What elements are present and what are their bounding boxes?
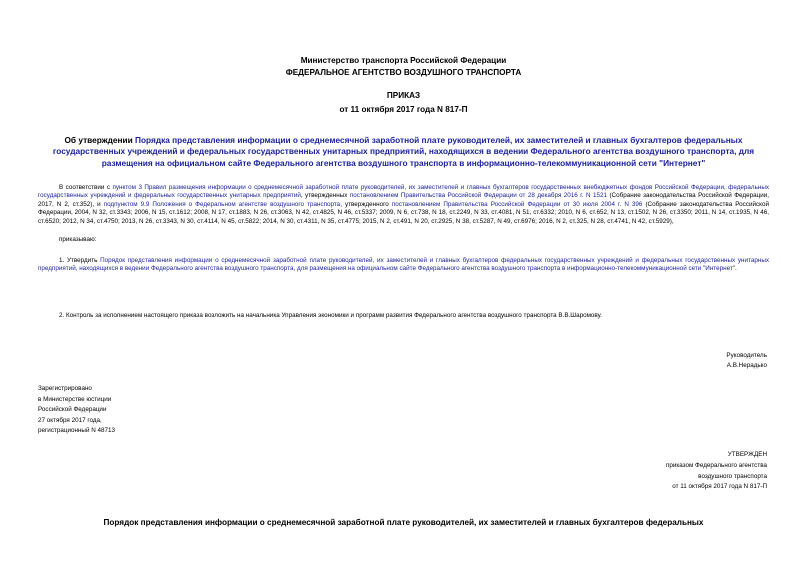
agency-name: ФЕДЕРАЛЬНОЕ АГЕНТСТВО ВОЗДУШНОГО ТРАНСПОРТА: [285, 68, 522, 77]
link-procedure[interactable]: Порядок представления информации о среднемесячной заработной плате руководителей, их заместителей и главных бухгалтеров федеральных государственных учреждений и федеральных государственных унитарных предприятий, находящихся в ведении Федерального агентства воздушного транспорта, для размещения на официальном сайте Федерального агентства воздушного транспорта в информационно-телекоммуникационной сети "Интернет": [38, 257, 770, 273]
approved-line-3: воздушного транспорта: [698, 472, 767, 480]
link-rules-point-3[interactable]: пунктом 3 Правил размещения информации о среднемесячной заработной плате руководителей, их заместителей и главных бухгалтеров государственных внебюджетных фондов Российской Федерации, федеральных государственных учреждений и федеральных государственных унитарных предприятий: [38, 184, 770, 200]
link-resolution-1521[interactable]: постановлением Правительства Российской Федерации от 28 декабря 2016 г. N 1521: [349, 192, 607, 200]
document-type: ПРИКАЗ: [386, 91, 421, 100]
preamble-text-1: В соответствии с: [59, 184, 113, 191]
registration-line-4: 27 октября 2017 года,: [38, 416, 102, 424]
document-date-number: от 11 октября 2017 года N 817-П: [339, 105, 468, 114]
preamble: [38, 184, 769, 226]
approved-line-4: от 11 октября 2017 года N 817-П: [672, 483, 767, 491]
preamble-text-3: (Собрание законодательства Российской Федерации, 2017, N 2, ст.352), и: [38, 192, 769, 208]
signature-name: А.В.Нерадько: [726, 362, 767, 369]
title-prefix: Об утверждении: [64, 135, 135, 145]
ministry-name: Министерство транспорта Российской Федерации: [300, 56, 507, 65]
signature-role: Руководитель: [726, 352, 767, 359]
procedure-title: Порядок представления информации о среднемесячной заработной плате руководителей, их заместителей и главных бухгалтеров федеральных: [103, 518, 704, 527]
approved-line-1: УТВЕРЖДЕН: [727, 451, 767, 458]
registration-line-1: Зарегистрировано: [38, 385, 92, 392]
item1-text-1: 1. Утвердить: [59, 257, 101, 264]
preamble-text-2: , утвержденных: [300, 192, 350, 200]
preamble-text-5: (Собрание законодательства Российской Федерации, 2004, N 32, ст.3343; 2006, N 15, ст.1612; 2008, N 17, ст.1883, N 26, ст.3063, N 42, ст.4825, N 46, ст.5337; 2009, N 6, ст.738, N 18, ст.2249, N 33, ст.4081, N 51, ст.6332; 2010, N 6, ст.652, N 13, ст.1502, N 26, ст.3350; 2011, N 14, ст.1935, N 46, ст.6520; 2012, N 34, ст.4750; 2013, N 26, ст.3343, N 30, ст.4114, N 45, ст.5822; 2014, N 30, ст.4311, N 35, ст.4775; 2015, N 2, ст.491, N 20, ст.2925, N 38, ст.5287, N 49, ст.6976; 2016, N 2, ст.325, N 28, ст.4741, N 42, ст.5929),: [38, 200, 769, 225]
link-subpoint-9-9[interactable]: подпунктом 9.9 Положения о Федеральном агентстве воздушного транспорта: [103, 200, 341, 208]
preamble-text-4: , утвержденного: [340, 200, 392, 208]
document-title: [40, 135, 767, 169]
approved-block: [560, 450, 767, 493]
order-item-1: [38, 257, 769, 274]
item1-text-2: .: [735, 265, 737, 273]
registration-line-3: Российской Федерации: [38, 406, 107, 414]
order-item-2: 2. Контроль за исполнением настоящего приказа возложить на начальника Управления экономики и программ развития Федерального агентства воздушного транспорта В.В.Шаромову.: [59, 312, 602, 319]
title-link-procedure[interactable]: Порядка представления информации о среднемесячной заработной плате руководителей, их заместителей и главных бухгалтеров федеральных государственных учреждений и федеральных государственных унитарных предприятий, находящихся в ведении Федерального агентства воздушного транспорта, для размещения на официальном сайте Федерального агентства воздушного транспорта в информационно-телекоммуникационной сети "Интернет": [52, 135, 755, 168]
order-word: приказываю:: [59, 236, 97, 243]
registration-line-2: в Министерстве юстиции: [38, 395, 112, 403]
registration-block: [38, 384, 115, 437]
link-resolution-396[interactable]: постановлением Правительства Российской Федерации от 30 июля 2004 г. N 396: [391, 200, 643, 208]
approved-line-2: приказом Федерального агентства: [665, 461, 767, 469]
registration-line-5: регистрационный N 48713: [38, 427, 116, 435]
